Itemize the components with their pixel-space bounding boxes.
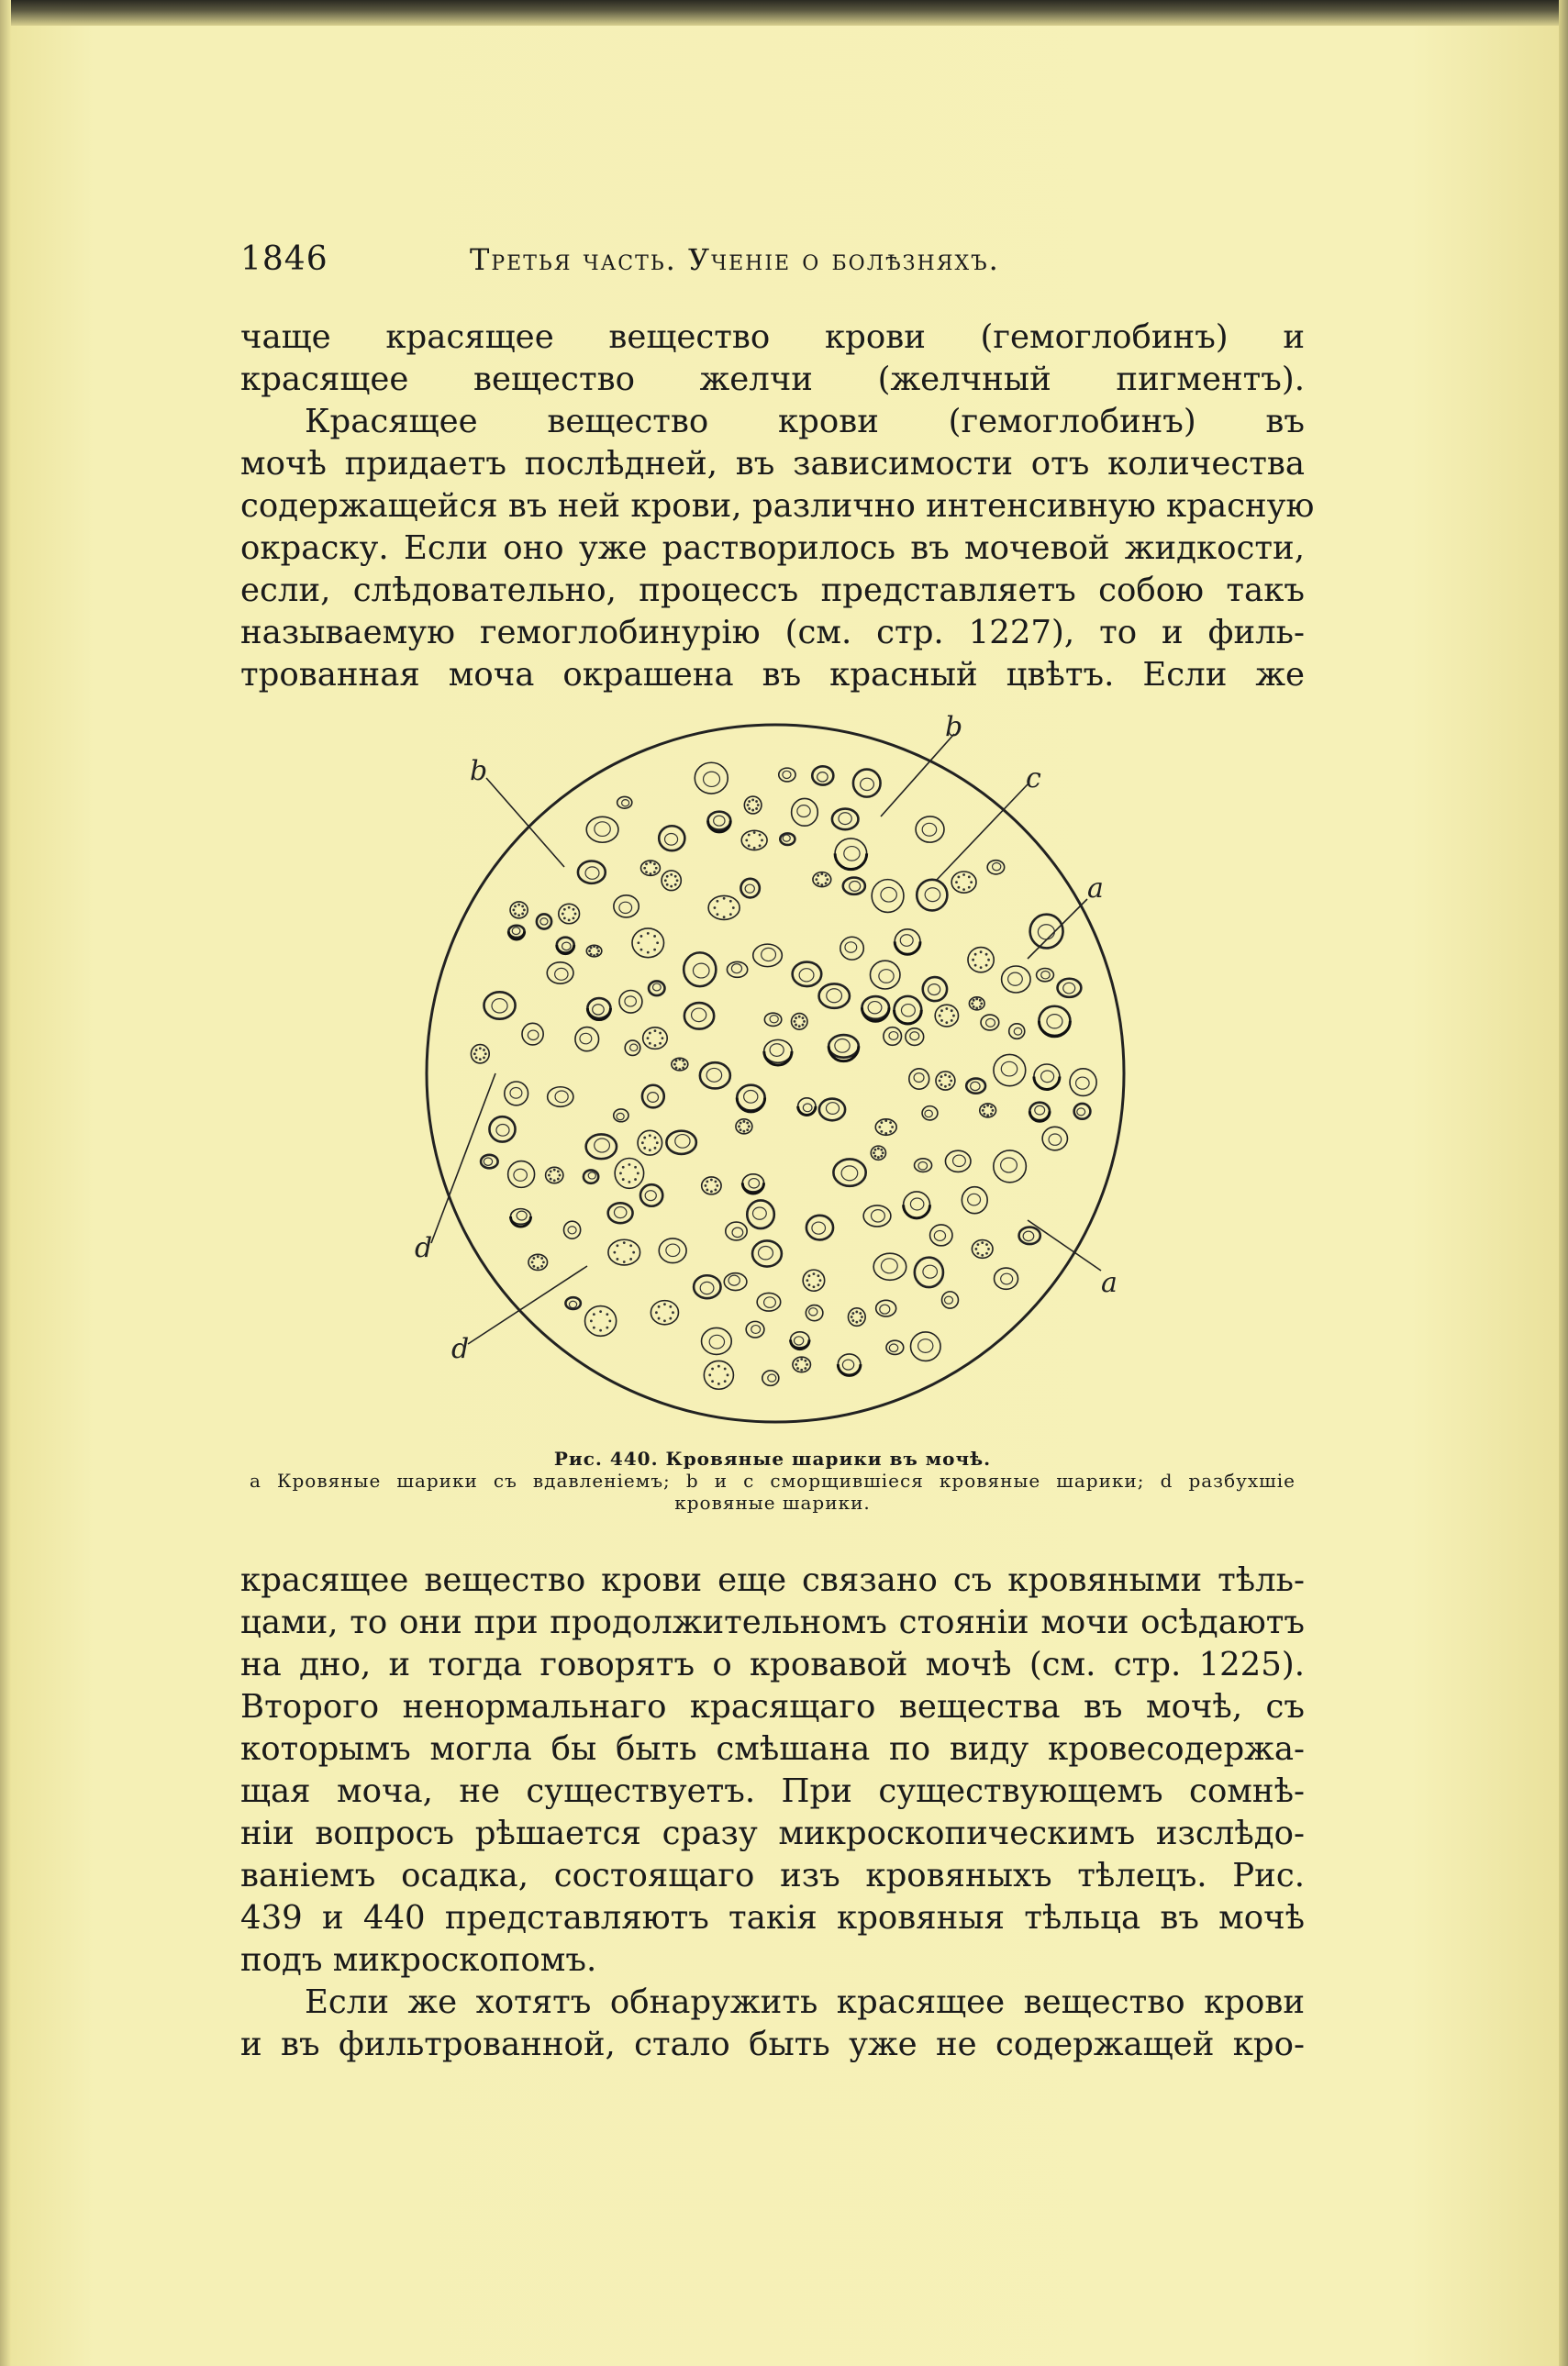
blood-cell — [586, 1134, 617, 1159]
text-line: на дно, и тогда говорятъ о кровавой мочѣ (см. стр. 1225). — [240, 1646, 1305, 1683]
blood-cell — [872, 880, 904, 913]
paragraph-1 — [240, 317, 1315, 696]
blood-cell — [736, 1119, 752, 1134]
blood-cell — [587, 998, 610, 1020]
blood-cell — [969, 997, 984, 1010]
blood-cell — [832, 809, 859, 830]
blood-cell — [922, 1106, 938, 1120]
blood-cell — [757, 1293, 781, 1311]
text-line: щая моча, не существуетъ. При существующемъ сомнѣ- — [240, 1772, 1305, 1810]
blood-cell — [780, 833, 795, 845]
running-head — [240, 240, 1305, 281]
blood-cell — [942, 1292, 959, 1308]
blood-cell — [917, 880, 947, 911]
blood-cell — [762, 1371, 779, 1385]
text-line: трованная моча окрашена въ красный цвѣтъ. Если же — [240, 656, 1305, 694]
blood-cell — [753, 944, 783, 966]
page-number: 1846 — [240, 240, 328, 278]
blood-cell — [916, 816, 944, 842]
blood-cell — [793, 1357, 811, 1372]
blood-cell — [813, 872, 831, 887]
blood-cell — [565, 1297, 580, 1309]
running-title: Третья часть. Ученіе о болѣзняхъ. — [470, 242, 1000, 277]
blood-cell — [870, 961, 899, 989]
blood-cells — [471, 762, 1096, 1389]
blood-cell — [803, 1270, 824, 1291]
blood-cell — [522, 1023, 543, 1045]
blood-cell — [724, 1273, 747, 1291]
blood-cell — [575, 1027, 599, 1051]
blood-cell — [641, 861, 661, 875]
blood-cell — [608, 1239, 640, 1265]
blood-cell — [764, 1039, 792, 1065]
figure-label-a: a — [1101, 1267, 1118, 1299]
blood-cell — [617, 796, 632, 808]
blood-cell — [638, 1130, 662, 1155]
blood-cell — [684, 1003, 714, 1029]
blood-cell — [862, 996, 889, 1021]
blood-cell — [744, 796, 762, 814]
blood-cell — [642, 1085, 664, 1108]
blood-cell — [752, 1240, 782, 1266]
blood-cell — [936, 1072, 955, 1090]
blood-cell — [791, 1014, 807, 1030]
blood-cell — [700, 1062, 730, 1088]
scan-left-edge — [0, 0, 11, 2366]
blood-cell — [981, 1015, 999, 1030]
text-line: и въ фильтрованной, стало быть уже не содержащей кро- — [240, 2026, 1305, 2063]
blood-cell — [806, 1305, 823, 1321]
blood-cell — [1058, 979, 1082, 997]
blood-cell — [972, 1240, 993, 1259]
blood-cell — [779, 768, 795, 782]
figure-label-c: c — [1026, 762, 1041, 794]
text-line: цами, то они при продолжительномъ стояніи мочи осѣдаютъ — [240, 1604, 1305, 1641]
blood-cell — [792, 798, 818, 826]
text-line: Второго ненормальнаго красящаго вещества въ мочѣ, съ — [240, 1688, 1305, 1726]
blood-cell — [586, 816, 618, 842]
blood-cell — [923, 977, 947, 1001]
blood-cell — [695, 762, 728, 794]
blood-cell — [619, 990, 642, 1013]
blood-cell — [510, 902, 528, 918]
blood-cell — [915, 1258, 943, 1287]
blood-cell — [828, 1035, 859, 1061]
caption-title: Рис. 440. Кровяные шарики въ мочѣ. — [553, 1448, 992, 1470]
blood-cell — [812, 766, 833, 784]
scan-right-edge — [1559, 0, 1568, 2366]
blood-cell — [586, 945, 602, 957]
figure-label-a: a — [1087, 872, 1104, 905]
blood-cell — [945, 1150, 971, 1172]
text-line: окраску. Если оно уже растворилось въ мочевой жидкости, — [240, 529, 1305, 567]
blood-cell — [548, 1087, 573, 1107]
figure-label-d: d — [451, 1333, 470, 1365]
blood-cell — [584, 1170, 598, 1183]
blood-cell — [793, 962, 822, 986]
blood-cell — [547, 962, 573, 983]
blood-cell — [510, 1209, 530, 1227]
blood-cell — [742, 1174, 763, 1194]
blood-cell — [704, 1361, 733, 1389]
blood-cell — [508, 926, 524, 939]
blood-cell — [649, 981, 664, 995]
blood-cell — [1074, 1104, 1091, 1119]
blood-cell — [651, 1301, 678, 1325]
blood-cell — [819, 1099, 845, 1121]
blood-cell — [910, 1332, 940, 1361]
blood-cell — [1009, 1024, 1025, 1039]
blood-cell — [909, 1069, 929, 1089]
figure-caption — [240, 1448, 1305, 1514]
blood-cell — [791, 1332, 810, 1350]
blood-cell — [632, 928, 664, 958]
blood-cell — [640, 1184, 662, 1206]
blood-cell — [1037, 969, 1054, 982]
blood-cell — [906, 1028, 924, 1046]
blood-cell — [708, 895, 740, 919]
blood-cell — [819, 983, 850, 1007]
text-line: если, слѣдовательно, процессъ представляетъ собою такъ — [240, 572, 1305, 609]
blood-cell — [962, 1187, 987, 1214]
blood-cell — [625, 1040, 640, 1055]
figure-label-d: d — [415, 1232, 433, 1264]
blood-cell — [833, 1159, 865, 1185]
blood-cell — [835, 839, 867, 870]
blood-cell — [614, 1109, 628, 1122]
blood-cell — [666, 1131, 695, 1154]
blood-cell — [662, 871, 681, 891]
blood-cell — [848, 1308, 865, 1326]
blood-cell — [871, 1146, 885, 1160]
text-line: красящее вещество желчи (желчный пигментъ). — [240, 361, 1305, 398]
blood-cell — [966, 1079, 985, 1094]
paragraph-2 — [240, 1560, 1305, 2066]
blood-cell — [764, 1013, 781, 1026]
blood-cell — [863, 1205, 891, 1227]
blood-cell — [481, 1155, 498, 1169]
text-line: подъ микроскопомъ. — [240, 1941, 597, 1979]
blood-cell — [806, 1216, 833, 1240]
blood-cell — [557, 938, 574, 954]
blood-cell — [935, 1005, 958, 1027]
text-line: Если же хотятъ обнаружить красящее вещество крови — [305, 1983, 1305, 2021]
blood-cell — [508, 1161, 535, 1188]
figure-label-b: b — [945, 711, 963, 743]
text-line: ваніемъ осадка, состоящаго изъ кровяныхъ тѣлецъ. Рис. — [240, 1857, 1305, 1894]
blood-cell — [740, 879, 759, 898]
text-line: 439 и 440 представляютъ такія кровяныя тѣльца въ мочѣ — [240, 1899, 1305, 1937]
blood-cell — [585, 1306, 617, 1337]
blood-cell — [840, 937, 863, 960]
blood-cell — [1002, 966, 1030, 993]
blood-cell — [884, 1027, 902, 1046]
caption-description: a Кровяные шарики съ вдавленіемъ; b и c сморщившіеся кровяные шарики; d разбухшіе кровяные шарики. — [250, 1470, 1296, 1514]
blood-cell — [694, 1275, 720, 1298]
blood-cell — [876, 1300, 896, 1316]
blood-cell — [1070, 1069, 1096, 1096]
text-line: содержащейся въ ней крови, различно интенсивную красную — [240, 487, 1315, 525]
blood-cell — [1039, 1006, 1070, 1037]
blood-cell — [798, 1098, 816, 1116]
blood-cell — [563, 1221, 580, 1239]
blood-cell — [994, 1150, 1027, 1183]
blood-cell — [1042, 1127, 1067, 1150]
blood-cell — [726, 1222, 747, 1240]
blood-cell — [608, 1203, 633, 1223]
text-line: чаще красящее вещество крови (гемоглобинъ) и — [240, 318, 1305, 356]
blood-cell — [559, 904, 580, 923]
blood-cell — [895, 996, 922, 1024]
blood-cell — [987, 861, 1005, 874]
text-line: которымъ могла бы быть смѣшана по виду кровесодержа- — [240, 1730, 1305, 1768]
blood-cell — [875, 1119, 896, 1135]
scan-top-edge — [0, 0, 1568, 26]
blood-cell — [684, 952, 716, 986]
blood-cell — [546, 1167, 563, 1183]
blood-cell — [747, 1200, 774, 1228]
blood-cell — [737, 1085, 764, 1112]
blood-cell — [994, 1054, 1026, 1085]
blood-cell — [930, 1225, 952, 1246]
blood-cell — [702, 1327, 732, 1354]
blood-cell — [615, 1159, 643, 1189]
blood-cell — [708, 812, 731, 832]
blood-cell — [489, 1116, 515, 1141]
blood-cell — [578, 861, 606, 883]
blood-cell — [672, 1058, 688, 1071]
microscope-figure — [395, 706, 1156, 1440]
blood-cell — [895, 929, 920, 954]
blood-cell — [471, 1045, 489, 1063]
blood-cell — [1030, 915, 1063, 949]
blood-cell — [995, 1268, 1018, 1289]
blood-cell — [537, 914, 551, 928]
blood-cell — [746, 1321, 764, 1338]
blood-cell — [1019, 1227, 1040, 1245]
blood-cell — [980, 1104, 996, 1117]
blood-cell — [505, 1082, 528, 1105]
text-line: Красящее вещество крови (гемоглобинъ) въ — [305, 403, 1305, 440]
text-line: мочѣ придаетъ послѣдней, въ зависимости отъ количества — [240, 445, 1305, 483]
blood-cell — [614, 895, 639, 917]
blood-cell — [886, 1340, 904, 1354]
blood-cell — [904, 1192, 930, 1218]
blood-cell — [484, 992, 515, 1018]
blood-cell — [853, 770, 881, 797]
blood-cell — [643, 1027, 668, 1050]
text-line: называемую гемоглобинурію (см. стр. 1227), то и филь- — [240, 614, 1305, 651]
figure-label-b: b — [470, 755, 488, 787]
blood-cell — [838, 1354, 861, 1375]
blood-cell — [873, 1253, 906, 1280]
blood-cell — [968, 948, 994, 972]
blood-cell — [741, 830, 767, 850]
blood-cell — [951, 872, 976, 893]
blood-cell — [1034, 1064, 1060, 1089]
blood-cell — [702, 1177, 721, 1194]
blood-cell — [659, 826, 684, 850]
blood-cell — [843, 878, 865, 894]
text-line: ніи вопросъ рѣшается сразу микроскопическимъ изслѣдо- — [240, 1815, 1305, 1852]
blood-cell — [528, 1254, 548, 1270]
blood-cell — [727, 961, 747, 977]
blood-cell — [915, 1159, 932, 1172]
text-line: красящее вещество крови еще связано съ кровяными тѣль- — [240, 1561, 1305, 1599]
blood-cell — [1029, 1103, 1050, 1122]
blood-cell — [659, 1239, 686, 1263]
